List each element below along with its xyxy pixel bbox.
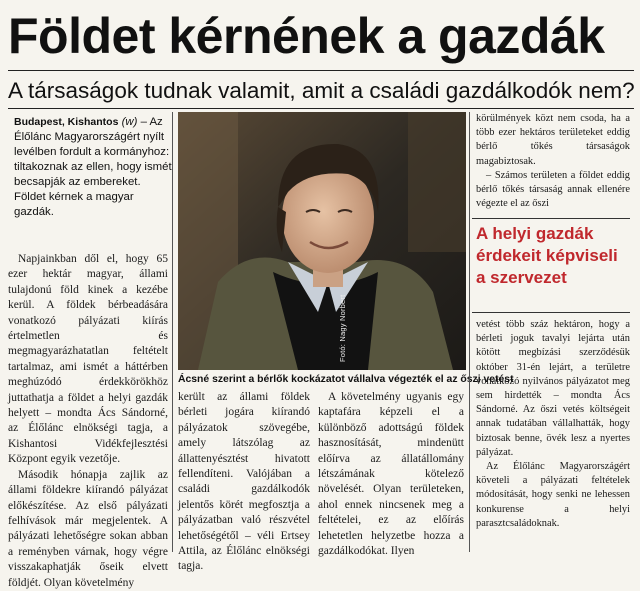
col4-paragraph-1: körülmények közt nem csoda, ha a több ezer hektáros területeket eddig bérlő tőkés társaságok magabiztosak. — [476, 113, 630, 167]
photo-credit: Fotó: Nagy Norbert — [338, 294, 347, 362]
pull-quote-rule-bottom — [472, 312, 630, 313]
lead-paragraph — [14, 115, 172, 220]
column-divider-right — [469, 112, 470, 552]
article-headline: Földet kérnének a gazdák — [8, 8, 605, 64]
dateline: Budapest, Kishantos — [14, 116, 119, 128]
article-subheadline: A társaságok tudnak valamit, amit a családi gazdálkodók nem? — [8, 78, 635, 103]
col1-paragraph-1: Napjainkban dől el, hogy 65 ezer hektár magyar, állami tulajdonú föld kinek a kezébe kerül. A földek bérbeadására vonatkozó pályázati kiírás értelmetlen és megmagyarázhatatlan feltételt tartalmaz, ami ismét a háttérben meghúzódó érdekkörökhöz juttathatja a földet a helyi gazdák helyett – mondta Ács Sándorné, az Élőlánc elnökségi tagja, a Kishantosi Vidékfejlesztési Központ egyik vezetője. — [8, 253, 168, 466]
column-4-bottom — [476, 318, 630, 531]
col4-paragraph-2: – Számos területen a földet eddig bérlő tőkés társaság annak ellenére végezte el az őszi — [476, 169, 630, 210]
column-3 — [318, 390, 464, 559]
portrait-image — [178, 112, 466, 370]
lead-text: – Az Élőlánc Magyarországért nyílt levélben fordult a kormányhoz: tiltakoznak az ellen, hogy ismét becsapják az embereket. Földet kérnek a magyar gazdák. — [14, 116, 172, 218]
col1-paragraph-2: Második hónapja zajlik az állami földekre kiírandó pályázat előkészítése. Az első pályázati felhívások már megjelentek. A pályázati lehetőségre sokan abban a reményben várnak, hogy végre visszakaphatják őseik elvett földjét. Olyan követelmény — [8, 468, 168, 589]
dateline-author: (w) — [121, 116, 138, 128]
column-1 — [8, 252, 168, 591]
pull-quote-rule-top — [472, 218, 630, 219]
column-2 — [178, 390, 310, 575]
article-photo — [178, 112, 466, 370]
column-4-top — [476, 112, 630, 211]
pull-quote: A helyi gazdák érdekeit képviseli a szervezet — [476, 224, 618, 287]
col2-paragraph-1: került az állami földek bérleti jogára kiírandó pályázatok szövegébe, amely látszólag az állattenyésztést hivatott fellendíteni. Valójában a családi gazdálkodók jelentős körét megfosztja a pályázatban való részvétel lehetőségétől – véli Ertsey Attila, az Élőlánc elnökségi tagja. — [178, 391, 310, 573]
photo-caption: Ácsné szerint a bérlők kockázatot vállalva végezték el az őszi vetést — [178, 374, 514, 385]
column-divider — [172, 112, 173, 552]
headline-rule — [8, 70, 634, 71]
col4-paragraph-3: vetést több száz hektáron, hogy a bérleti joguk tavalyi lejárta után kötött megbízási szerződésük október 31-én lejárt, a területre vonatkozó nyilvános pályázatot meg sem hirdették – mondta Ács Sándorné. Az őszi vetés költségeit annak tudatában vállalhatták, hogy biztosak benne, övék lesz a nyertes pályázat. — [476, 319, 630, 458]
subhead-rule — [8, 108, 634, 109]
col3-paragraph-1: A követelmény ugyanis egy kaptafára képzeli el a különböző adottságú földek hasznosítását, mindenütt előírva az állatállomány létszámának kötelező növelését. Olyan területeken, ahol ennek nincsenek meg a feltételei, ez az előírás lehetetlen helyzetbe hozza a gazdálkodókat. Ilyen — [318, 391, 464, 558]
col4-paragraph-4: Az Élőlánc Magyarországért követeli a pályázati feltételek módosítását, hogy senki ne lehessen konkurense a helyi parasztcsaládoknak. — [476, 461, 630, 529]
